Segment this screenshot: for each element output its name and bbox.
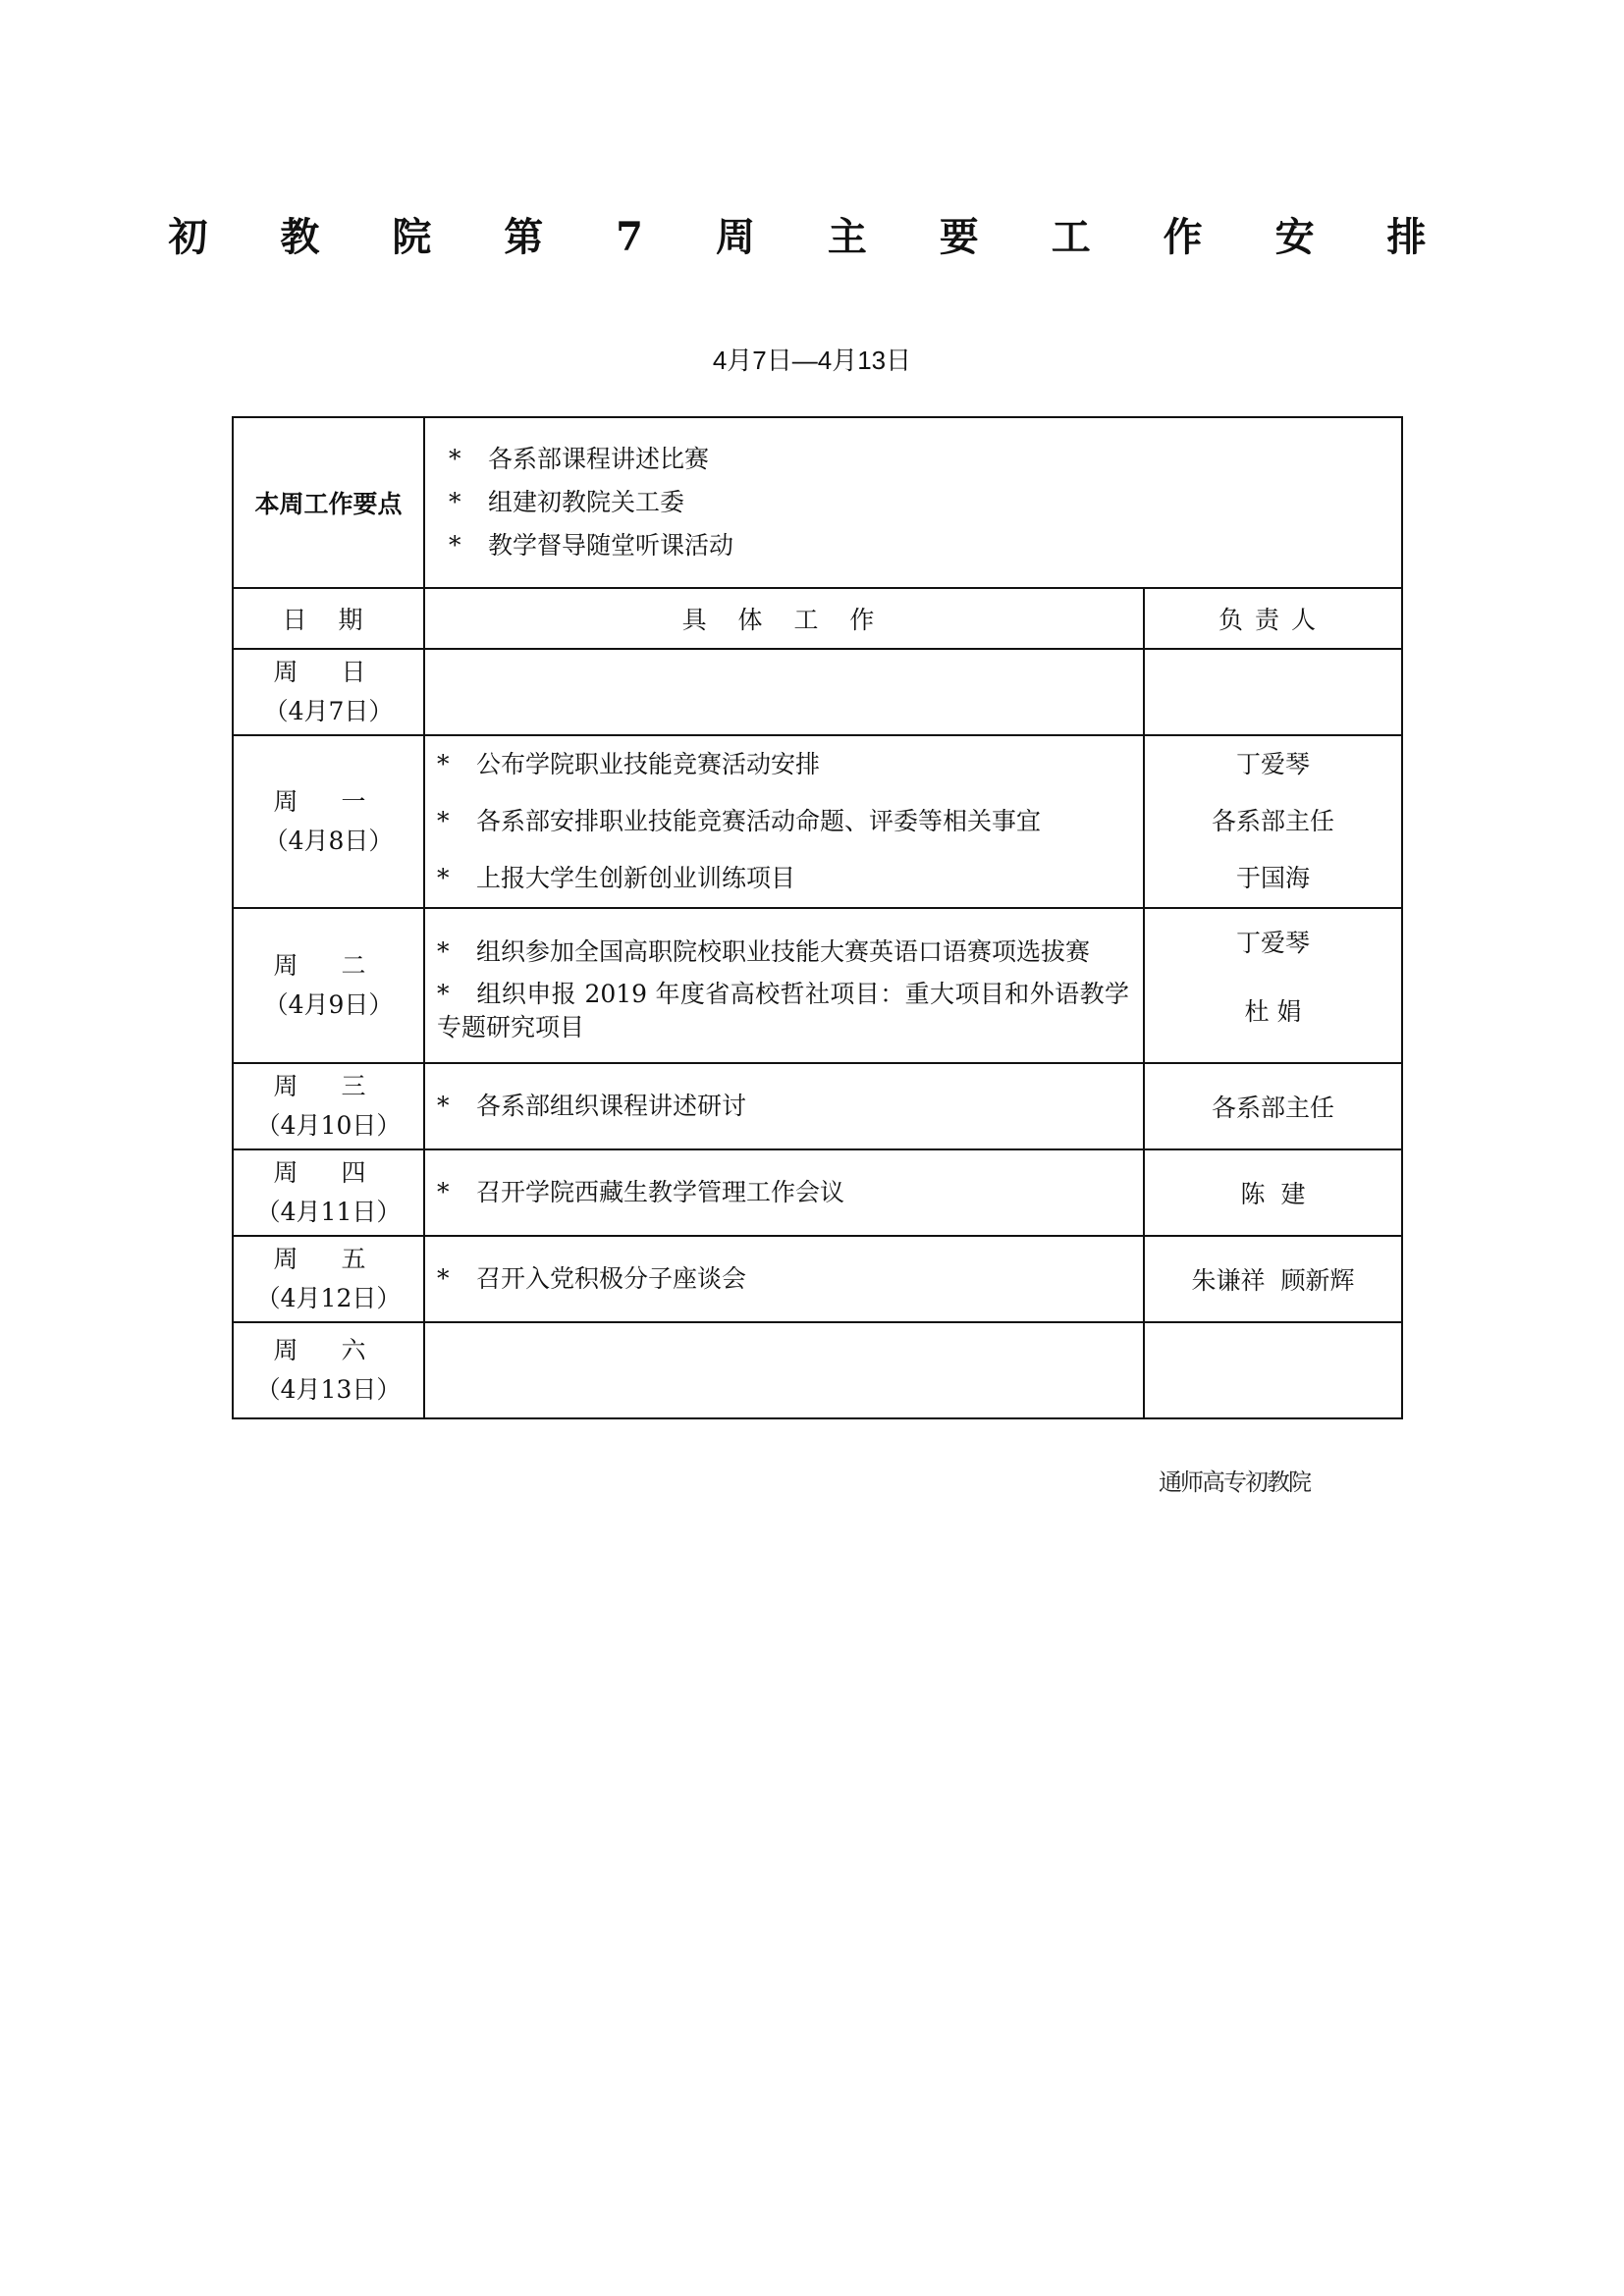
day-date: （4月13日）: [255, 1375, 402, 1404]
responsible-cell: [1144, 649, 1402, 735]
focus-row: [233, 417, 1402, 588]
header-work: 具 体 工 作: [424, 588, 1144, 649]
day-date: （4月12日）: [255, 1284, 402, 1312]
responsible-name: 朱谦祥 顾新辉: [1191, 1266, 1355, 1295]
list-item: * 公布学院职业技能竞赛活动安排: [437, 750, 821, 778]
weekday: 周 三: [273, 1072, 384, 1100]
day-cell: [233, 1236, 424, 1322]
responsible-name: 各系部主任: [1212, 807, 1335, 835]
list-item: * 组建初教院关工委: [449, 488, 685, 516]
responsible-cell: [1144, 1322, 1402, 1418]
day-date: （4月7日）: [263, 697, 394, 725]
focus-list: [424, 417, 1402, 588]
day-cell: [233, 1322, 424, 1418]
table-row: [233, 1063, 1402, 1149]
weekday: 周 五: [273, 1245, 384, 1273]
weekday: 周 六: [273, 1336, 384, 1364]
responsible-cell: [1144, 1236, 1402, 1322]
table-row: [233, 735, 1402, 908]
weekday: 周 一: [273, 787, 384, 816]
header-date: 日 期: [233, 588, 424, 649]
header-row: [233, 588, 1402, 649]
list-item: * 各系部课程讲述比赛: [449, 445, 710, 473]
responsible-name: 各系部主任: [1212, 1094, 1335, 1122]
responsible-cell: [1144, 1063, 1402, 1149]
signature: 通师高专初教院: [1159, 1468, 1310, 1496]
responsible-name: 丁爱琴: [1236, 750, 1311, 778]
day-cell: [233, 908, 424, 1063]
day-cell: [233, 1063, 424, 1149]
page-title: 初 教 院 第 7 周 主 要 工 作 安 排: [168, 214, 1456, 260]
table-row: [233, 1322, 1402, 1418]
table-row: [233, 649, 1402, 735]
list-item: * 召开学院西藏生教学管理工作会议: [437, 1178, 845, 1206]
weekday: 周 二: [273, 951, 384, 980]
weekday: 周 四: [273, 1158, 384, 1187]
table-row: [233, 908, 1402, 1063]
responsible-cell: [1144, 735, 1402, 908]
work-cell: [424, 649, 1144, 735]
weekday: 周 日: [273, 658, 384, 686]
day-date: （4月9日）: [263, 990, 394, 1019]
day-date: （4月11日）: [255, 1198, 402, 1226]
responsible-name: 杜 娟: [1244, 997, 1302, 1026]
focus-label: 本周工作要点: [233, 417, 424, 588]
date-range: 4月7日—4月13日: [712, 346, 912, 375]
responsible-cell: [1144, 908, 1402, 1063]
work-cell: [424, 1322, 1144, 1418]
list-item: * 教学督导随堂听课活动: [449, 531, 734, 560]
day-cell: [233, 649, 424, 735]
table-row: [233, 1149, 1402, 1236]
work-cell: [424, 908, 1144, 1063]
table-row: [233, 1236, 1402, 1322]
responsible-name: 陈 建: [1240, 1180, 1306, 1208]
responsible-name: 丁爱琴: [1236, 929, 1311, 957]
day-date: （4月10日）: [255, 1111, 402, 1140]
day-cell: [233, 1149, 424, 1236]
list-item: * 各系部安排职业技能竞赛活动命题、评委等相关事宜: [437, 807, 1042, 835]
list-item: * 组织申报 2019 年度省高校哲社项目：重大项目和外语教学专题研究项目: [437, 980, 1129, 1041]
day-date: （4月8日）: [263, 827, 394, 855]
header-responsible: 负责人: [1144, 588, 1402, 649]
work-cell: [424, 1236, 1144, 1322]
schedule-table: [232, 416, 1403, 1419]
work-cell: [424, 735, 1144, 908]
day-cell: [233, 735, 424, 908]
list-item: * 各系部组织课程讲述研讨: [437, 1092, 747, 1120]
list-item: * 上报大学生创新创业训练项目: [437, 864, 796, 892]
list-item: * 组织参加全国高职院校职业技能大赛英语口语赛项选拔赛: [437, 937, 1091, 966]
work-cell: [424, 1149, 1144, 1236]
responsible-name: 于国海: [1236, 864, 1311, 892]
work-cell: [424, 1063, 1144, 1149]
responsible-cell: [1144, 1149, 1402, 1236]
list-item: * 召开入党积极分子座谈会: [437, 1264, 747, 1293]
